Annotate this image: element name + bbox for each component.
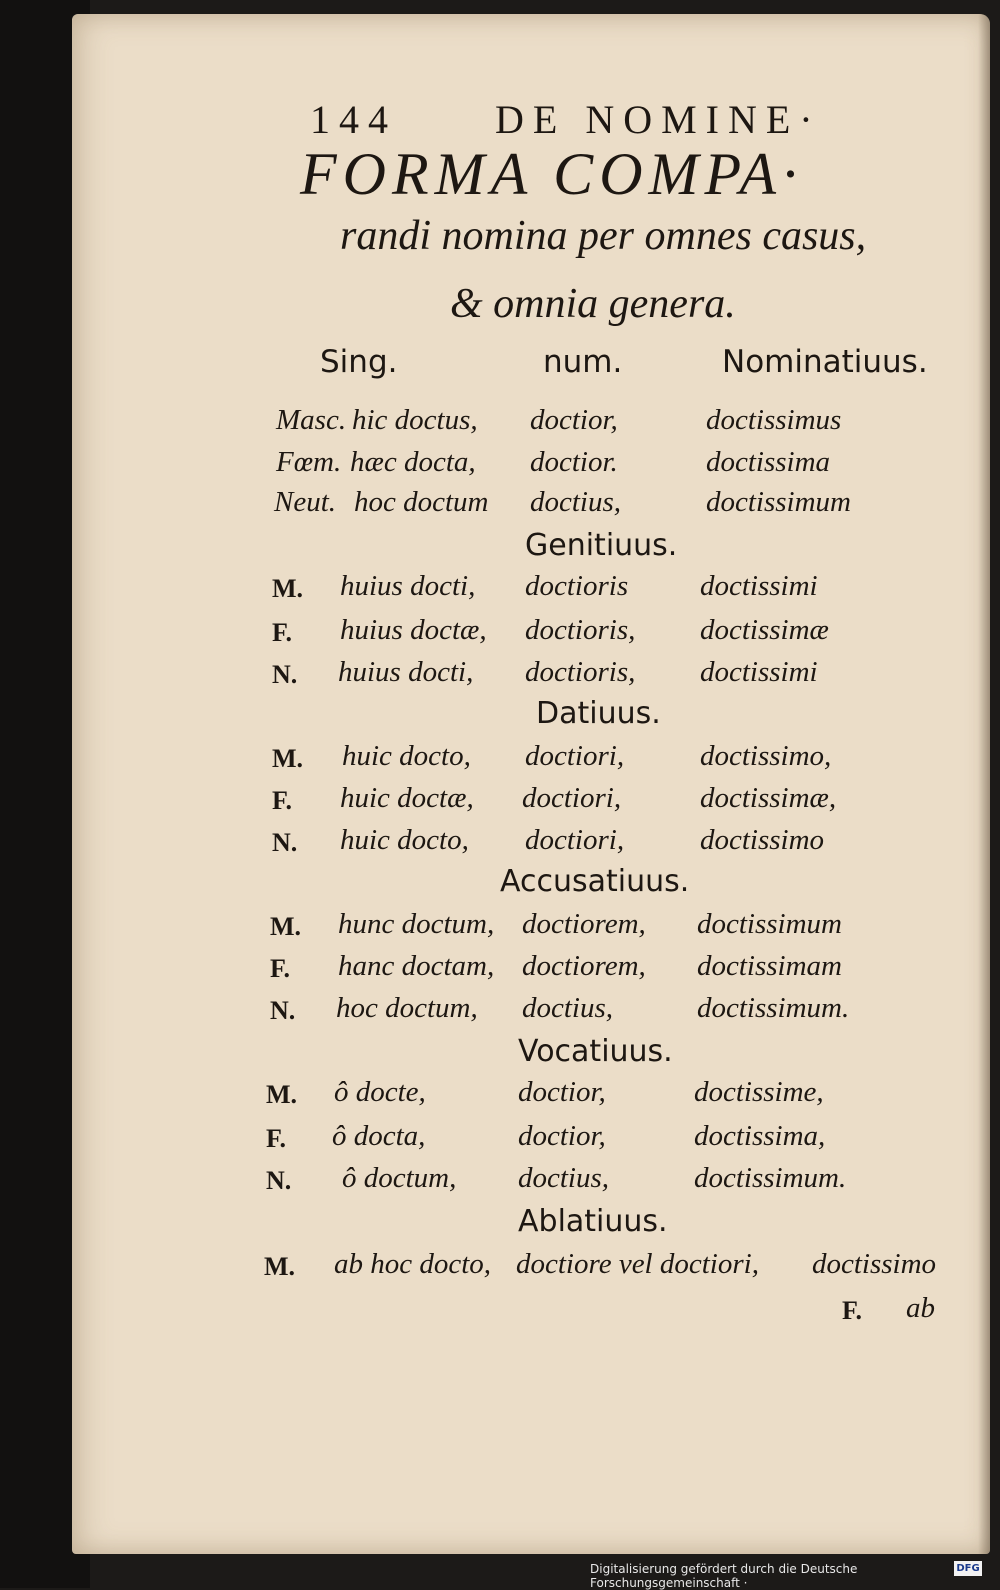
abl-row-1-label: M. <box>264 1252 296 1281</box>
voc-row-2-positive: ô docta, <box>332 1120 426 1152</box>
column-head-num: num. <box>543 344 623 380</box>
nom-row-3-comparative: doctius, <box>530 486 622 518</box>
section-heading-accusatiuus: Accusatiuus. <box>500 864 690 899</box>
dat-row-1-label: M. <box>272 744 304 773</box>
nom-row-3-label: Neut. <box>274 486 337 518</box>
acc-row-3-positive: hoc doctum, <box>336 992 478 1024</box>
dat-row-2-comparative: doctiori, <box>522 782 622 814</box>
gen-row-2-comparative: doctioris, <box>525 614 636 646</box>
nom-row-1-superlative: doctissimus <box>706 404 842 436</box>
title-line-1: FORMA COMPA· <box>300 141 804 207</box>
running-header <box>310 96 822 143</box>
dfg-logo: DFG <box>954 1561 982 1576</box>
voc-row-1-positive: ô docte, <box>334 1076 426 1108</box>
title-line-3: & omnia genera. <box>450 281 736 327</box>
abl-row-1-positive: ab hoc docto, <box>334 1248 492 1280</box>
gen-row-2-superlative: doctissimæ <box>700 614 829 646</box>
voc-row-2-comparative: doctior, <box>518 1120 606 1152</box>
dat-row-2-positive: huic doctæ, <box>340 782 474 814</box>
nom-row-2-superlative: doctissima <box>706 446 831 478</box>
gen-row-1-label: M. <box>272 574 304 603</box>
dat-row-3-label: N. <box>272 828 298 857</box>
dat-row-1-comparative: doctiori, <box>525 740 625 772</box>
voc-row-2-label: F. <box>266 1124 286 1153</box>
acc-row-2-label: F. <box>270 954 290 983</box>
section-heading-genitiuus: Genitiuus. <box>525 528 678 563</box>
gen-row-2-positive: huius doctæ, <box>340 614 487 646</box>
section-heading-vocatiuus: Vocatiuus. <box>518 1034 673 1069</box>
page-edge-shadow <box>978 14 990 1554</box>
abl-row-1-comparative: doctiore vel doctiori, <box>516 1248 759 1280</box>
gen-row-3-label: N. <box>272 660 298 689</box>
page-number: 144 <box>310 97 397 142</box>
acc-row-1-label: M. <box>270 912 302 941</box>
column-head-sing: Sing. <box>320 344 398 380</box>
catchword: ab <box>906 1292 935 1324</box>
voc-row-1-label: M. <box>266 1080 298 1109</box>
section-heading-datiuus: Datiuus. <box>536 696 661 731</box>
acc-row-1-positive: hunc doctum, <box>338 908 495 940</box>
voc-row-1-superlative: doctissime, <box>694 1076 824 1108</box>
gen-row-1-positive: huius docti, <box>340 570 476 602</box>
catchword-label: F. <box>842 1296 862 1325</box>
acc-row-3-superlative: doctissimum. <box>697 992 850 1024</box>
title-line-2: randi nomina per omnes casus, <box>340 213 867 259</box>
gen-row-1-superlative: doctissimi <box>700 570 818 602</box>
dat-row-3-positive: huic docto, <box>340 824 469 856</box>
acc-row-2-comparative: doctiorem, <box>522 950 646 982</box>
nom-row-1-positive: hic doctus, <box>352 404 478 436</box>
column-head-nominatiuus: Nominatiuus. <box>722 344 928 380</box>
nom-row-2-positive: hæc docta, <box>350 446 476 478</box>
acc-row-3-label: N. <box>270 996 296 1025</box>
voc-row-2-superlative: doctissima, <box>694 1120 826 1152</box>
dat-row-3-comparative: doctiori, <box>525 824 625 856</box>
digitization-credit: Digitalisierung gefördert durch die Deutsche Forschungsgemeinschaft · <box>590 1562 858 1590</box>
gen-row-3-positive: huius docti, <box>338 656 474 688</box>
running-title: DE NOMINE· <box>495 97 822 142</box>
voc-row-3-label: N. <box>266 1166 292 1195</box>
nom-row-3-superlative: doctissimum <box>706 486 851 518</box>
nom-row-2-label: Fœm. <box>276 446 342 478</box>
voc-row-1-comparative: doctior, <box>518 1076 606 1108</box>
gen-row-3-comparative: doctioris, <box>525 656 636 688</box>
dat-row-2-superlative: doctissimæ, <box>700 782 837 814</box>
voc-row-3-superlative: doctissimum. <box>694 1162 847 1194</box>
dat-row-2-label: F. <box>272 786 292 815</box>
voc-row-3-comparative: doctius, <box>518 1162 610 1194</box>
dat-row-1-positive: huic docto, <box>342 740 471 772</box>
voc-row-3-positive: ô doctum, <box>342 1162 457 1194</box>
acc-row-2-positive: hanc doctam, <box>338 950 495 982</box>
nom-row-1-label: Masc. <box>276 404 347 436</box>
gen-row-2-label: F. <box>272 618 292 647</box>
gen-row-1-comparative: doctioris <box>525 570 629 602</box>
acc-row-1-superlative: doctissimum <box>697 908 842 940</box>
section-heading-ablatiuus: Ablatiuus. <box>518 1204 668 1239</box>
nom-row-3-positive: hoc doctum <box>354 486 489 518</box>
acc-row-2-superlative: doctissimam <box>697 950 842 982</box>
dat-row-1-superlative: doctissimo, <box>700 740 832 772</box>
nom-row-1-comparative: doctior, <box>530 404 618 436</box>
acc-row-3-comparative: doctius, <box>522 992 614 1024</box>
acc-row-1-comparative: doctiorem, <box>522 908 646 940</box>
nom-row-2-comparative: doctior. <box>530 446 618 478</box>
gen-row-3-superlative: doctissimi <box>700 656 818 688</box>
dat-row-3-superlative: doctissimo <box>700 824 825 856</box>
abl-row-1-superlative: doctissimo <box>812 1248 937 1280</box>
